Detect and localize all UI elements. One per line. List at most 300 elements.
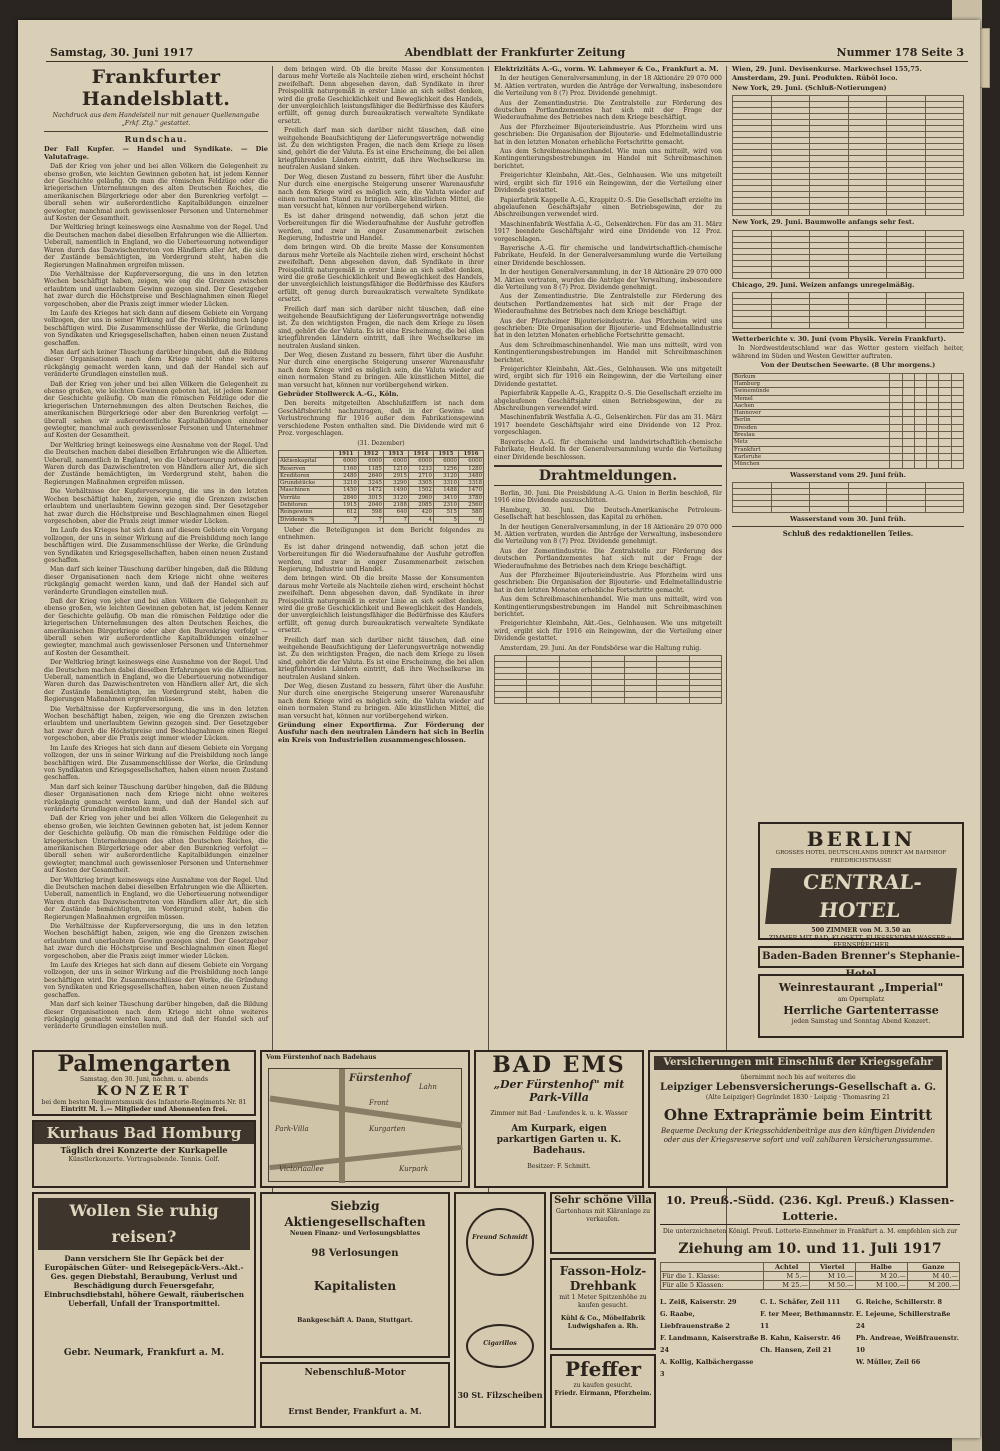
section-title: Frankfurter Handelsblatt. xyxy=(81,66,231,110)
table-cell xyxy=(890,402,902,409)
table-cell xyxy=(902,461,914,468)
water-table xyxy=(732,482,964,513)
ad-aktien-line2: 98 Verlosungen xyxy=(311,1247,399,1259)
table-row xyxy=(279,465,484,472)
article-heading: Elektrizitäts A.-G., vorm. W. Lahmeyer & Co., Frankfurt a. M. xyxy=(494,65,719,73)
table-cell xyxy=(771,210,810,216)
paragraph: Aus der Zementindustrie. Die Zentralstelle zur Förderung des deutschen Portlandzementes hat sich mit der Frage der Wiederaufnahme des Betriebes nach dem Kriege beschäftigt. xyxy=(494,547,722,570)
ad-aktien-line3: Kapitalisten xyxy=(313,1278,397,1293)
table-cell: 1256 xyxy=(433,465,458,472)
ad-pfeffer-firm: Friedr. Eirmann, Pforzheim. xyxy=(554,1389,652,1397)
ad-ins-headline: Ohne Extraprämie beim Eintritt xyxy=(663,1106,933,1125)
seller-entry: B. Kahn, Kaiserstr. 46 xyxy=(760,1333,841,1342)
table-cell: 2915 xyxy=(383,472,408,479)
table-cell: Aktienkapital xyxy=(279,458,334,465)
paragraph: In der heutigen Generalversammlung, in der 18 Aktionäre 29 070 000 M. Aktien vertraten, wurden die Anträge der Verwaltung, insbesondere die Verteilung von 8 (7) Proz. Dividende genehmigt. xyxy=(494,75,722,98)
table-cell: 2040 xyxy=(358,501,383,508)
map-hotel: Fürstenhof xyxy=(349,1073,411,1084)
divider xyxy=(732,332,964,333)
issue-date: Samstag, 30. Juni 1917 xyxy=(50,46,194,59)
table-cell: 3290 xyxy=(383,480,408,487)
table-cell xyxy=(902,439,914,446)
table-cell xyxy=(925,272,964,278)
ad-reisen-firm: Gebr. Neumark, Frankfurt a. M. xyxy=(63,1348,225,1358)
ad-fasson-firm: Kühl & Co., Möbelfabrik Ludwigshafen a. Rh. xyxy=(560,1315,646,1330)
table-cell xyxy=(810,272,849,278)
table-cell xyxy=(592,698,624,704)
table-cell xyxy=(902,432,914,439)
table-cell: 2480 xyxy=(333,472,358,479)
table-cell: 6000 xyxy=(458,458,483,465)
cotton-heading: New York, 29. Juni. Baumwolle anfangs sehr fest. xyxy=(732,218,915,227)
table-cell xyxy=(890,446,902,453)
rundschau-heading: Rundschau. xyxy=(124,134,188,144)
table-cell xyxy=(939,453,951,460)
table-cell: 6000 xyxy=(408,458,433,465)
ad-homburg-small: Künstlerkonzerte. Vortragsabende. Tennis. Golf. xyxy=(68,1156,220,1163)
table-row xyxy=(279,487,484,494)
table-header: 1914 xyxy=(408,450,433,457)
ad-fasson-text: mit 1 Meter Spitzenhöhe zu kaufen gesucht. xyxy=(559,1294,647,1309)
table-cell: 6 xyxy=(458,516,483,523)
table-cell xyxy=(927,461,939,468)
table-cell: M 50.— xyxy=(809,1280,855,1289)
table-cell: M 40.— xyxy=(907,1271,959,1280)
table-cell: M 100.— xyxy=(855,1280,907,1289)
table-cell xyxy=(890,417,902,424)
paragraph: Im Laufe des Krieges hat sich dann auf diesem Gebiete ein Vorgang vollzogen, der uns in seiner Wirkung auf die Preisbildung noch lange beschäftigen wird. Die Zusammenschlüsse der Werke, die Gründung von Syndikaten und Kriegsgesellschaften, haben einen neuen Zustand geschaffen. xyxy=(44,744,268,782)
table-cell: 612 xyxy=(333,509,358,516)
table-cell xyxy=(890,461,902,468)
table-cell xyxy=(927,424,939,431)
balance-table xyxy=(278,450,484,524)
table-header: 1911 xyxy=(333,450,358,457)
table-cell xyxy=(733,272,772,278)
paragraph: Es ist daher dringend notwendig, daß schon jetzt die Vorbereitungen für die Wiederaufnahme der Ausfuhr getroffen werden, und zwar in enger Zusammenarbeit zwischen Regierung, Industrie und Handel. xyxy=(278,543,484,573)
table-cell: 2560 xyxy=(458,501,483,508)
section-subtitle: Nachdruck aus dem Handelsteil nur mit genauer Quellenangabe „Frkf. Ztg." gestattet. xyxy=(52,112,260,127)
ad-motor xyxy=(260,1362,450,1428)
table-cell: 3120 xyxy=(383,494,408,501)
seller-entry: A. Kollig, Kalbächergasse 3 xyxy=(660,1357,754,1378)
table-row xyxy=(733,272,964,278)
ad-ins-small: (Alte Leipziger) Gegründet 1830 · Leipzig · Thomasring 21 xyxy=(705,1093,891,1101)
map-label: Park-Villa xyxy=(275,1125,309,1133)
station-row xyxy=(733,388,964,395)
paragraph: dem bringen wird. Ob die breite Masse der Konsumenten daraus mehr Vorteile als Nachteile ziehen wird, erscheint höchst zweifelhaft. Denn abgesehen davon, daß Syndikate in ihrer Preispolitik naturgemäß in erster Linie an sich selbst denken, wird die große Geschicklichkeit und Beweglichkeit des Handels, der unvergleichlich leistungsfähiger die Bedürfnisse des Käufers erfüllt, oft genug durch bureaukratisch verwaltete Syndikate ersetzt. xyxy=(278,575,484,635)
station-row xyxy=(733,461,964,468)
table-cell: 5 xyxy=(433,516,458,523)
table-cell: M 5.— xyxy=(764,1271,810,1280)
table-cell xyxy=(951,402,963,409)
ad-aktien-firm: Bankgeschäft A. Dann, Stuttgart. xyxy=(297,1316,413,1324)
table-row xyxy=(733,506,964,512)
table-row xyxy=(661,1280,960,1289)
paragraph: Der Weg, diesen Zustand zu bessern, führt über die Ausfuhr. Nur durch eine energische Steigerung unserer Warenausfuhr nach dem Kriege wird es möglich sein, die Valuta wieder auf einen normalen Stand zu bringen. Alle künstlichen Mittel, die man versucht hat, können nur vorübergehend wirken. xyxy=(278,352,484,389)
ad-ins-text: Bequeme Deckung der Kriegsschädenbeiträge aus den künftigen Dividenden oder aus der Kriegsreserve sofort und voll zahlbaren Versicherungssumme. xyxy=(660,1127,936,1145)
table-cell xyxy=(914,424,926,431)
table-cell xyxy=(495,698,527,704)
paragraph: Man darf sich keiner Täuschung darüber hingeben, daß die Bildung dieser Organisationen nach dem Kriege nicht ohne weiteres rückgängig gemacht werden kann, und daß der Handel sich auf veränderte Grundlagen einstellen muß. xyxy=(44,1001,268,1031)
ad-lotterie xyxy=(660,1192,960,1428)
ad-ems-title: BAD EMS xyxy=(492,1052,626,1078)
table-cell: 580 xyxy=(458,509,483,516)
table-cell xyxy=(914,461,926,468)
table-caption: (31. Dezember) xyxy=(357,439,405,447)
table-cell xyxy=(902,424,914,431)
table-cell: 1280 xyxy=(458,465,483,472)
ad-palm-name: Palmengarten xyxy=(57,1051,231,1077)
telegrams-title: Drahtmeldungen. xyxy=(494,465,722,486)
newyork-table xyxy=(732,95,964,216)
table-cell: 1490 xyxy=(383,487,408,494)
table-cell xyxy=(810,506,849,512)
ad-villa-text: Gartenhaus mit Kläranlage zu verkaufen. xyxy=(555,1208,651,1223)
company-heading: Gebrüder Stollwerck A.-G., Köln. xyxy=(278,390,399,399)
table-cell xyxy=(657,698,689,704)
paragraph: Daß der Krieg von jeher und bei allen Völkern die Gelegenheit zu ebenso großen, wie leichten Gewinnen geboten hat, ist jedem Kenner der Geschichte geläufig. Ob man die römischen Feldzüge oder die kriegerischen Unternehmungen des alten Deutschen Reiches, die amerikanischen Bürgerkriege oder aber den Burenkrieg verfolgt — überall sehen wir außerordentliche Kapitalbildungen einzelner gewiegter, manchmal auch gewissenloser Personen und Unternehmer auf Kosten der Gesamtheit. xyxy=(44,380,268,440)
table-cell xyxy=(927,417,939,424)
table-cell xyxy=(925,323,964,329)
paragraph: In der heutigen Generalversammlung, in der 18 Aktionäre 29 070 000 M. Aktien vertraten, wurden die Anträge der Verwaltung, insbesondere die Verteilung von 8 (7) Proz. Dividende genehmigt. xyxy=(494,523,722,546)
ad-hotel-name: CENTRAL-HOTEL xyxy=(765,868,957,924)
seller-entry: F. Landmann, Kaiserstraße 24 xyxy=(660,1333,759,1354)
seller-entry: W. Müller, Zeil 66 xyxy=(855,1357,921,1366)
table-cell: 3480 xyxy=(458,472,483,479)
map-road xyxy=(339,1069,345,1183)
table-cell xyxy=(890,388,902,395)
table-cell xyxy=(902,417,914,424)
table-cell xyxy=(810,323,849,329)
table-cell xyxy=(927,380,939,387)
paragraph: Im Laufe des Krieges hat sich dann auf diesem Gebiete ein Vorgang vollzogen, der uns in seiner Wirkung auf die Preisbildung noch lange beschäftigen wird. Die Zusammenschlüsse der Werke, die Gründung von Syndikaten und Kriegsgesellschaften, haben einen neuen Zustand geschaffen. xyxy=(44,527,268,564)
station-row xyxy=(733,380,964,387)
ad-ems-rooms: Zimmer mit Bad · Laufendes k. u. k. Wasser xyxy=(490,1110,628,1117)
station-row xyxy=(733,446,964,453)
table-cell xyxy=(890,439,902,446)
paper-name: Abendblatt der Frankfurter Zeitung xyxy=(404,46,626,59)
table-cell xyxy=(939,373,951,380)
table-cell: 6000 xyxy=(383,458,408,465)
ad-fasson-title: Fasson-Holz-Drehbank xyxy=(559,1264,647,1293)
seller-column xyxy=(856,1296,960,1380)
ad-filz-title: 30 St. Filzscheiben xyxy=(457,1390,543,1400)
ad-aktien-text: Neuen Finanz- und Verlosungsblattes xyxy=(289,1230,421,1237)
divider xyxy=(732,526,964,527)
table-cell xyxy=(624,698,656,704)
station-name: München xyxy=(733,461,890,468)
ad-map xyxy=(260,1050,470,1188)
table-cell xyxy=(951,410,963,417)
ad-insurance xyxy=(648,1050,948,1188)
telegram: Berlin, 30. Juni. Die Preisbildung A.-G. Union in Berlin beschloß, für 1916 eine Dividende auszuschütten. xyxy=(494,489,722,505)
table-header-row xyxy=(661,1262,960,1271)
table-cell xyxy=(939,461,951,468)
ad-imperial-line: Herrliche Gartenterrasse xyxy=(783,1003,939,1017)
table-cell: 1502 xyxy=(408,487,433,494)
table-cell: 1470 xyxy=(458,487,483,494)
newspaper-page xyxy=(18,20,980,1438)
ad-motor-firm: Ernst Bender, Frankfurt a. M. xyxy=(288,1406,422,1416)
table-cell xyxy=(887,506,926,512)
table-cell xyxy=(927,373,939,380)
ad-villa xyxy=(550,1192,656,1254)
table-cell xyxy=(951,446,963,453)
table-header xyxy=(661,1262,764,1271)
paragraph: Papierfabrik Kappelle A.-G., Krappitz O.-S. Die Gesellschaft erzielte im abgelaufenen Geschäftsjahr einen Betriebsgewinn, der zu Abschreibungen verwendet wird. xyxy=(494,390,722,413)
masthead xyxy=(46,46,968,62)
map-title: Vom Fürstenhof nach Badehaus xyxy=(266,1054,377,1061)
ad-ems-owner: Besitzer: F. Schmitt. xyxy=(527,1162,591,1170)
table-cell xyxy=(771,506,810,512)
lottery-prices-table xyxy=(660,1262,960,1290)
seller-entry: G. Raabe, Liebfrauenstraße 2 xyxy=(660,1309,730,1330)
paragraph: Maschinenfabrik Westfalia A.-G., Gelsenkirchen. Für das am 31. März 1917 beendete Geschäftsjahr wird eine Dividende von 12 Proz. vorgeschlagen. xyxy=(494,220,722,243)
table-cell: 640 xyxy=(383,509,408,516)
table-row xyxy=(733,210,964,216)
ad-reisen-text: Dann versichern Sie Ihr Gepäck bei der Europäischen Güter- und Reisegepäck-Vers.-Akt.-Ges. gegen Diebstahl, Beraubung, Verlust und Beschädigung durch Feuersgefahr, Einbruchsdiebstahl, höhere Gewalt, räuberischen Ueberfall, Unfall der Transportmittel. xyxy=(44,1254,244,1308)
ad-reisen xyxy=(32,1192,256,1428)
table-cell xyxy=(927,446,939,453)
paragraph: Man darf sich keiner Täuschung darüber hingeben, daß die Bildung dieser Organisationen nach dem Kriege nicht ohne weiteres rückgängig gemacht werden kann, und daß der Handel sich auf veränderte Grundlagen einstellen muß. xyxy=(44,566,268,596)
table-cell: 1160 xyxy=(333,465,358,472)
table-cell: Für die 1. Klasse: xyxy=(661,1271,764,1280)
paragraph: Bayerische A.-G. für chemische und landwirtschaftlich-chemische Fabrikate, Heufeld. In der Generalversammlung wurde die Verteilung einer Dividende beschlossen. xyxy=(494,244,722,267)
table-cell xyxy=(951,417,963,424)
table-header xyxy=(279,450,334,457)
station-name: Dresden xyxy=(733,424,890,431)
table-cell xyxy=(902,410,914,417)
table-header: Ganze xyxy=(907,1262,959,1271)
telegram: Amsterdam, 29. Juni. An der Fondsbörse war die Haltung ruhig. xyxy=(500,644,702,652)
table-row xyxy=(661,1271,960,1280)
table-row xyxy=(279,480,484,487)
table-cell: 420 xyxy=(408,509,433,516)
station-name: Hamburg xyxy=(733,380,890,387)
station-row xyxy=(733,439,964,446)
table-cell: 2640 xyxy=(358,472,383,479)
ad-palm-price: Eintritt M. 1.— Mitglieder und Abonnenten frei. xyxy=(60,1106,228,1114)
table-cell xyxy=(951,461,963,468)
table-row xyxy=(279,494,484,501)
table-cell xyxy=(902,453,914,460)
table-cell xyxy=(902,373,914,380)
paragraph: Der Weltkrieg bringt keineswegs eine Ausnahme von der Regel. Und die Deutschen machen dabei dieselben Erfahrungen wie die Alliierten. Ueberall, namentlich in England, wo die Ueberteuerung notwendiger Waren durch das Dazwischentreten von Händlern aller Art, die sich der Zustände bemächtigten, im Vordergrund steht, haben die Regierungen Maßnahmen ergreifen müssen. xyxy=(44,876,268,921)
ad-ems-name: „Der Fürstenhof" mit Park-Villa xyxy=(493,1078,625,1104)
table-cell xyxy=(890,453,902,460)
table-cell xyxy=(927,402,939,409)
ad-filz xyxy=(454,1390,546,1428)
market-row: New York, 29. Juni. (Schluß-Notierungen) xyxy=(732,83,887,92)
table-header: 1916 xyxy=(458,450,483,457)
paragraph: In der heutigen Generalversammlung, in der 18 Aktionäre 29 070 000 M. Aktien vertraten, wurden die Anträge der Verwaltung, insbesondere die Verteilung von 8 (7) Proz. Dividende genehmigt. xyxy=(494,269,722,291)
table-cell xyxy=(951,432,963,439)
table-cell: 3410 xyxy=(433,494,458,501)
paragraph: Im Laufe des Krieges hat sich dann auf diesem Gebiete ein Vorgang vollzogen, der uns in seiner Wirkung auf die Preisbildung noch lange beschäftigen wird. Die Zusammenschlüsse der Werke, die Gründung von Syndikaten und Kriegsgesellschaften, haben einen neuen Zustand geschaffen. xyxy=(44,309,268,347)
table-cell: 1210 xyxy=(383,465,408,472)
table-cell xyxy=(951,424,963,431)
table-cell: 3210 xyxy=(333,480,358,487)
table-cell: 1233 xyxy=(408,465,433,472)
table-row xyxy=(279,501,484,508)
end-note: Schluß des redaktionellen Teiles. xyxy=(782,529,914,539)
map-label: Victoriaallee xyxy=(279,1165,324,1173)
map-label: Kurpark xyxy=(399,1165,429,1173)
ad-pfeffer-text: zu kaufen gesucht. xyxy=(573,1382,633,1389)
paragraph: Der Weg, diesen Zustand zu bessern, führt über die Ausfuhr. Nur durch eine energische Steigerung unserer Warenausfuhr nach dem Kriege wird es möglich sein, die Valuta wieder auf einen normalen Stand zu bringen. Alle künstlichen Mittel, die man versucht hat, können nur vorübergehend wirken. xyxy=(278,683,484,720)
ad-baden-text: Baden-Baden Brenner's Stephanie- xyxy=(762,951,960,962)
map-label: Lahn xyxy=(419,1083,437,1091)
paragraph: Die Verhältnisse der Kupferversorgung, die uns in den letzten Wochen beschäftigt haben, zeigen, wie eng die Grenzen zwischen erlaubtem und unerlaubtem Gewinn gezogen sind. Der Gesetzgeber hat zwar durch die Höchstpreise und Beschlagnahmen einen Riegel vorgeschoben, aber die Praxis zeigt immer wieder Lücken. xyxy=(44,923,268,960)
table-cell: 3310 xyxy=(433,480,458,487)
table-cell xyxy=(927,453,939,460)
table-cell xyxy=(939,395,951,402)
paragraph: Der Weg, diesen Zustand zu bessern, führt über die Ausfuhr. Nur durch eine energische Steigerung unserer Warenausfuhr nach dem Kriege wird es möglich sein, die Valuta wieder auf einen normalen Stand zu bringen. Alle künstlichen Mittel, die man versucht hat, können nur vorübergehend wirken. xyxy=(278,173,484,211)
table-cell xyxy=(887,323,926,329)
ad-pfeffer xyxy=(550,1354,656,1428)
table-cell: 1472 xyxy=(358,487,383,494)
ad-homburg-line: Täglich drei Konzerte der Kurkapelle xyxy=(60,1145,228,1155)
ad-reisen-title: Wollen Sie ruhig reisen? xyxy=(38,1198,250,1250)
station-name: Memel xyxy=(733,395,890,402)
table-cell: M 10.— xyxy=(809,1271,855,1280)
table-cell: Vorräte xyxy=(279,494,334,501)
seewarte-title: Von der Deutschen Seewarte. (8 Uhr morgens.) xyxy=(760,361,936,370)
ad-villa-title: Sehr schöne Villa xyxy=(554,1195,652,1206)
paragraph: Aus dem Schreibmaschinenhandel. Wie man uns mitteilt, wird von Kontingentierungsbestrebungen im Handel mit Schreibmaschinen berichtet. xyxy=(494,341,722,364)
ad-imperial-sub: am Opernplatz xyxy=(837,996,885,1003)
table-header: 1913 xyxy=(383,450,408,457)
seal-top: Freund Schmidt xyxy=(472,1234,528,1241)
station-row xyxy=(733,424,964,431)
table-cell: Für alle 5 Klassen: xyxy=(661,1280,764,1289)
divider xyxy=(44,131,268,132)
seller-column xyxy=(760,1296,856,1380)
paragraph: Aus der Zementindustrie. Die Zentralstelle zur Förderung des deutschen Portlandzementes hat sich mit der Frage der Wiederaufnahme des Betriebes nach dem Kriege beschäftigt. xyxy=(494,293,722,316)
table-cell: 598 xyxy=(358,509,383,516)
seller-column xyxy=(660,1296,760,1380)
table-header: 1915 xyxy=(433,450,458,457)
table-cell xyxy=(890,373,902,380)
table-cell: Dividende % xyxy=(279,516,334,523)
table-cell xyxy=(914,388,926,395)
paragraph: Aus der Pforzheimer Bijouterieindustrie. Aus Pforzheim wird uns geschrieben: Die Organisation der Bijouterie- und Edelmetallindustrie hat in den letzten Monaten erhebliche Fortschritte gemacht. xyxy=(494,317,722,340)
table-cell xyxy=(890,410,902,417)
table-cell: Reserven xyxy=(279,465,334,472)
table-cell: M 25.— xyxy=(764,1280,810,1289)
table-cell: Maschinen xyxy=(279,487,334,494)
station-row xyxy=(733,417,964,424)
station-name: Aachen xyxy=(733,402,890,409)
ad-palm-small: bei dem besten Regimentsmusik des Infanterie-Regiments Nr. 81 xyxy=(41,1098,247,1106)
table-cell: Reingewinn xyxy=(279,509,334,516)
table-cell xyxy=(527,698,559,704)
table-cell xyxy=(914,439,926,446)
table-cell xyxy=(810,210,849,216)
water2-title: Wasserstand vom 30. Juni früh. xyxy=(790,514,906,523)
street-map xyxy=(268,1068,462,1182)
table-row xyxy=(279,472,484,479)
ad-imperial xyxy=(758,974,964,1038)
seller-entry: C. L. Schäfer, Zeil 111 xyxy=(760,1297,841,1306)
paragraph: Daß der Krieg von jeher und bei allen Völkern die Gelegenheit zu ebenso großen, wie leichten Gewinnen geboten hat, ist jedem Kenner der Geschichte geläufig. Ob man die römischen Feldzüge oder die kriegerischen Unternehmungen des alten Deutschen Reiches, die amerikanischen Bürgerkriege oder aber den Burenkrieg verfolgt — überall sehen wir außerordentliche Kapitalbildungen einzelner gewiegter, manchmal auch gewissenloser Personen und Unternehmer auf Kosten der Gesamtheit. xyxy=(44,815,268,875)
seller-entry: Ph. Andreae, Weißfrauenstr. 10 xyxy=(855,1333,959,1354)
paragraph: Die Verhältnisse der Kupferversorgung, die uns in den letzten Wochen beschäftigt haben, zeigen, wie eng die Grenzen zwischen erlaubtem und unerlaubtem Gewinn gezogen sind. Der Gesetzgeber hat zwar durch die Höchstpreise und Beschlagnahmen einen Riegel vorgeschoben, aber die Praxis zeigt immer wieder Lücken. xyxy=(44,705,268,743)
station-name: Breslau xyxy=(733,432,890,439)
table-cell xyxy=(848,506,887,512)
table-header: Halbe xyxy=(855,1262,907,1271)
table-cell: 7 xyxy=(383,516,408,523)
cotton-table xyxy=(732,230,964,279)
seller-entry: F. ter Meer, Bethmannstr. 11 xyxy=(760,1309,854,1330)
seal-emblem xyxy=(466,1208,534,1276)
table-cell xyxy=(914,417,926,424)
table-cell xyxy=(890,395,902,402)
table-cell xyxy=(914,373,926,380)
chicago-heading: Chicago, 29. Juni. Weizen anfangs unregelmäßig. xyxy=(732,280,915,289)
table-cell xyxy=(939,402,951,409)
table-body xyxy=(279,458,484,524)
station-table xyxy=(732,373,964,469)
ad-imperial-name: Weinrestaurant „Imperial" xyxy=(778,981,944,994)
table-cell xyxy=(951,388,963,395)
chicago-table xyxy=(732,292,964,329)
station-row xyxy=(733,453,964,460)
table-cell: 2310 xyxy=(433,501,458,508)
table-cell: Grundstücke xyxy=(279,480,334,487)
paragraph: Freilich darf man sich darüber nicht täuschen, daß eine weitgehende Beaufsichtigung der Lieferungsverträge notwendig ist. Zu den wichtigsten Fragen, die nach dem Kriege zu lösen sind, gehört die der Valuta. Es ist eine Erscheinung, die bei allen kriegführenden Ländern eintritt, daß ihre Wechselkurse im neutralen Ausland sinken. xyxy=(278,636,484,681)
table-cell: 2188 xyxy=(383,501,408,508)
article-lead: Der Fall Kupfer. — Handel und Syndikate. — Die Valutafrage. xyxy=(44,145,268,161)
table-cell xyxy=(848,323,887,329)
ad-line: GROSSES HOTEL DEUTSCHLANDS DIREKT AM BAHNHOF FRIEDRICHSTRASSE xyxy=(775,850,947,864)
table-row xyxy=(279,516,484,523)
ad-ins-line: übernimmt noch bis auf weiteres die xyxy=(740,1074,856,1081)
paragraph: Die Verhältnisse der Kupferversorgung, die uns in den letzten Wochen beschäftigt haben, zeigen, wie eng die Grenzen zwischen erlaubtem und unerlaubtem Gewinn gezogen sind. Der Gesetzgeber hat zwar durch die Höchstpreise und Beschlagnahmen einen Riegel vorgeschoben, aber die Praxis zeigt immer wieder Lücken. xyxy=(44,270,268,308)
ad-city: BERLIN xyxy=(806,827,916,851)
table-cell xyxy=(733,323,772,329)
seller-entry: Ch. Hansen, Zeil 21 xyxy=(760,1345,832,1354)
table-cell: 1450 xyxy=(333,487,358,494)
paragraph: Aus der Zementindustrie. Die Zentralstelle zur Förderung des deutschen Portlandzementes hat sich mit der Frage der Wiederaufnahme des Betriebes nach dem Kriege beschäftigt. xyxy=(494,99,722,122)
table-cell xyxy=(925,506,964,512)
table-cell: 515 xyxy=(433,509,458,516)
table-cell xyxy=(914,395,926,402)
seller-entry: E. Lejeune, Schillerstraße 24 xyxy=(855,1309,951,1330)
table-cell: 3015 xyxy=(358,494,383,501)
table-cell xyxy=(939,424,951,431)
paragraph: Freilich darf man sich darüber nicht täuschen, daß eine weitgehende Beaufsichtigung der Lieferungsverträge notwendig ist. Zu den wichtigsten Fragen, die nach dem Kriege zu lösen sind, gehört die der Valuta. Es ist eine Erscheinung, die bei allen kriegführenden Ländern eintritt, daß ihre Wechselkurse im neutralen Ausland sinken. xyxy=(278,127,484,172)
table-cell xyxy=(902,446,914,453)
paragraph: Der Weltkrieg bringt keineswegs eine Ausnahme von der Regel. Und die Deutschen machen dabei dieselben Erfahrungen wie die Alliierten. Ueberall, namentlich in England, wo die Ueberteuerung notwendiger Waren durch das Dazwischentreten von Händlern aller Art, die sich der Zustände bemächtigten, im Vordergrund steht, haben die Regierungen Maßnahmen ergreifen müssen. xyxy=(44,441,268,486)
table-cell: 3780 xyxy=(458,494,483,501)
ad-fasson xyxy=(550,1258,656,1350)
paragraph: Die Verhältnisse der Kupferversorgung, die uns in den letzten Wochen beschäftigt haben, zeigen, wie eng die Grenzen zwischen erlaubtem und unerlaubtem Gewinn gezogen sind. Der Gesetzgeber hat zwar durch die Höchstpreise und Beschlagnahmen einen Riegel vorgeschoben, aber die Praxis zeigt immer wieder Lücken. xyxy=(44,488,268,525)
table-cell: 1185 xyxy=(358,465,383,472)
table-cell: 3305 xyxy=(408,480,433,487)
table-header: Achtel xyxy=(764,1262,810,1271)
table-cell: 6000 xyxy=(433,458,458,465)
column-4 xyxy=(732,66,964,826)
table-cell: 7 xyxy=(358,516,383,523)
paragraph: Bayerische A.-G. für chemische und landwirtschaftlich-chemische Fabrikate, Heufeld. In der Generalversammlung wurde die Verteilung einer Dividende beschlossen. xyxy=(494,438,722,461)
table-cell: M 20.— xyxy=(855,1271,907,1280)
seal-bottom: Cigarillos xyxy=(483,1340,517,1347)
exchange-table xyxy=(494,655,722,704)
paragraph: Aus der Pforzheimer Bijouterieindustrie. Aus Pforzheim wird uns geschrieben: Die Organisation der Bijouterie- und Edelmetallindustrie hat in den letzten Monaten erhebliche Fortschritte gemacht. xyxy=(494,123,722,146)
table-row xyxy=(733,323,964,329)
table-cell xyxy=(890,424,902,431)
